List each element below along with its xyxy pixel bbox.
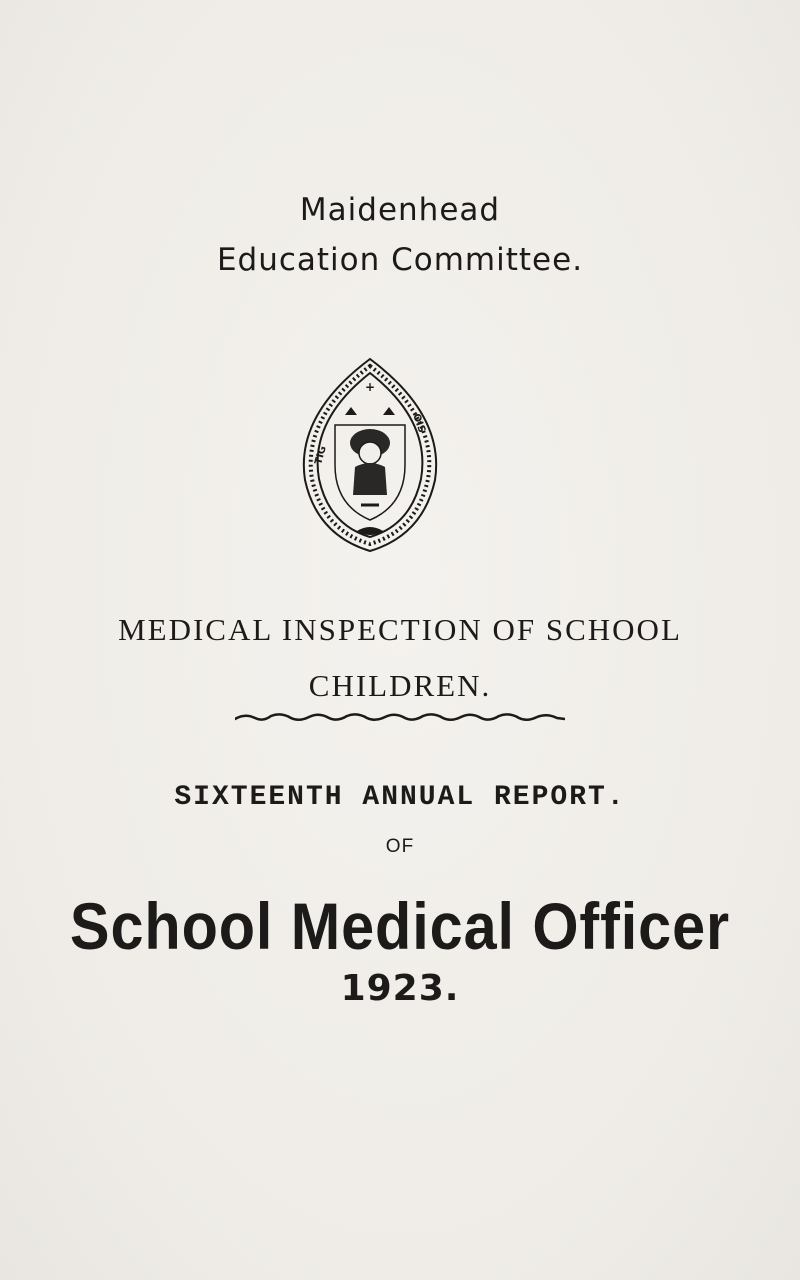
svg-text:OIS: OIS bbox=[410, 412, 428, 435]
report-year: 1923. bbox=[340, 968, 460, 1009]
report-title-line-2: CHILDREN. bbox=[308, 668, 492, 703]
committee-heading: Education Committee. bbox=[216, 242, 584, 278]
report-title-line-1: MEDICAL INSPECTION OF SCHOOL bbox=[118, 612, 682, 647]
town-heading: Maidenhead bbox=[299, 192, 501, 228]
borough-seal-icon bbox=[295, 355, 445, 555]
svg-text:TIG: TIG bbox=[313, 444, 329, 466]
annual-report-heading: SIXTEENTH ANNUAL REPORT. bbox=[174, 782, 626, 813]
school-medical-officer-heading: School Medical Officer bbox=[69, 889, 731, 963]
ornamental-rule bbox=[235, 710, 565, 726]
connector-text: OF bbox=[385, 836, 415, 857]
svg-text:+: + bbox=[364, 380, 376, 394]
